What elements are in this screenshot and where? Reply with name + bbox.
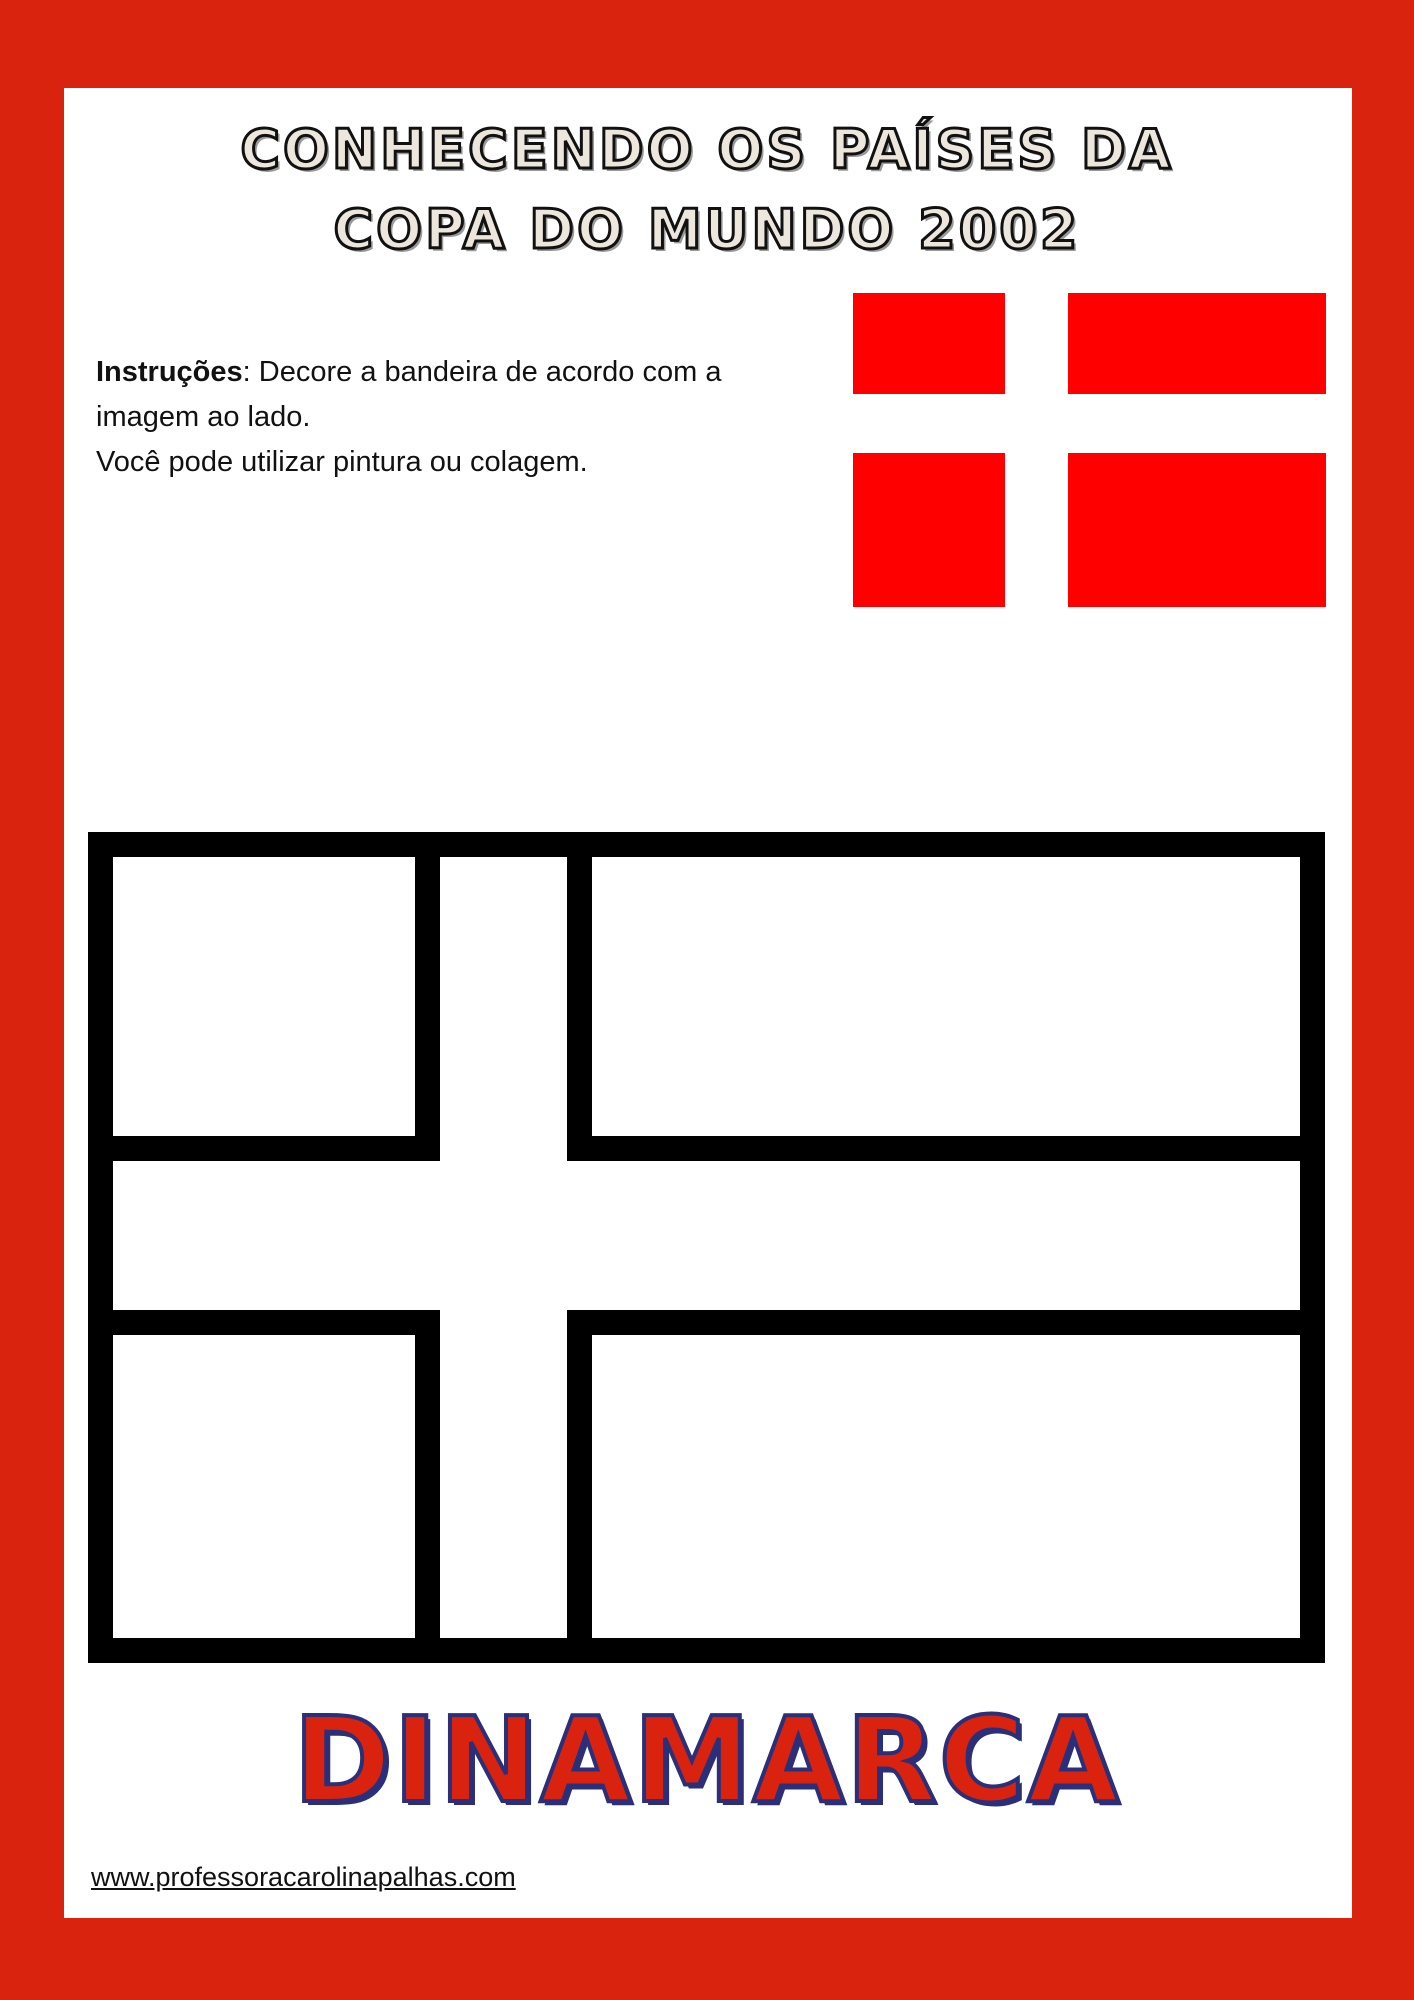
instructions-label: Instruções bbox=[96, 356, 243, 388]
outline-divider-bottom-left-right bbox=[415, 1310, 440, 1638]
flag-coloring-outline bbox=[88, 832, 1325, 1663]
outline-divider-top-right-bottom bbox=[567, 1136, 1300, 1161]
flag-quadrant-bottom-right bbox=[1068, 453, 1326, 607]
instructions-line-1: : Decore a bandeira de acordo com a bbox=[242, 356, 722, 388]
outline-divider-top-right-left bbox=[567, 857, 592, 1161]
title-line-2: COPA DO MUNDO 2002 bbox=[333, 198, 1081, 261]
outline-divider-bottom-left-top bbox=[113, 1310, 440, 1335]
instructions-text bbox=[96, 350, 836, 485]
outline-divider-bottom-right-left bbox=[567, 1310, 592, 1638]
outline-divider-top-left-bottom bbox=[113, 1136, 440, 1161]
instructions-line-2: imagem ao lado. bbox=[96, 401, 311, 433]
flag-quadrant-top-right bbox=[1068, 293, 1326, 394]
outline-divider-top-left-right bbox=[415, 857, 440, 1161]
country-name: DINAMARCA bbox=[293, 1691, 1121, 1829]
title-line-1: CONHECENDO OS PAÍSES DA bbox=[240, 118, 1174, 181]
website-link[interactable]: www.professoracarolinapalhas.com bbox=[91, 1862, 516, 1892]
flag-quadrant-bottom-left bbox=[853, 453, 1005, 607]
page-title bbox=[0, 110, 1414, 270]
instructions-line-3: Você pode utilizar pintura ou colagem. bbox=[96, 446, 588, 478]
flag-quadrant-top-left bbox=[853, 293, 1005, 394]
outline-divider-bottom-right-top bbox=[567, 1310, 1300, 1335]
denmark-flag-icon bbox=[853, 293, 1326, 607]
outline-interior bbox=[113, 857, 1300, 1638]
